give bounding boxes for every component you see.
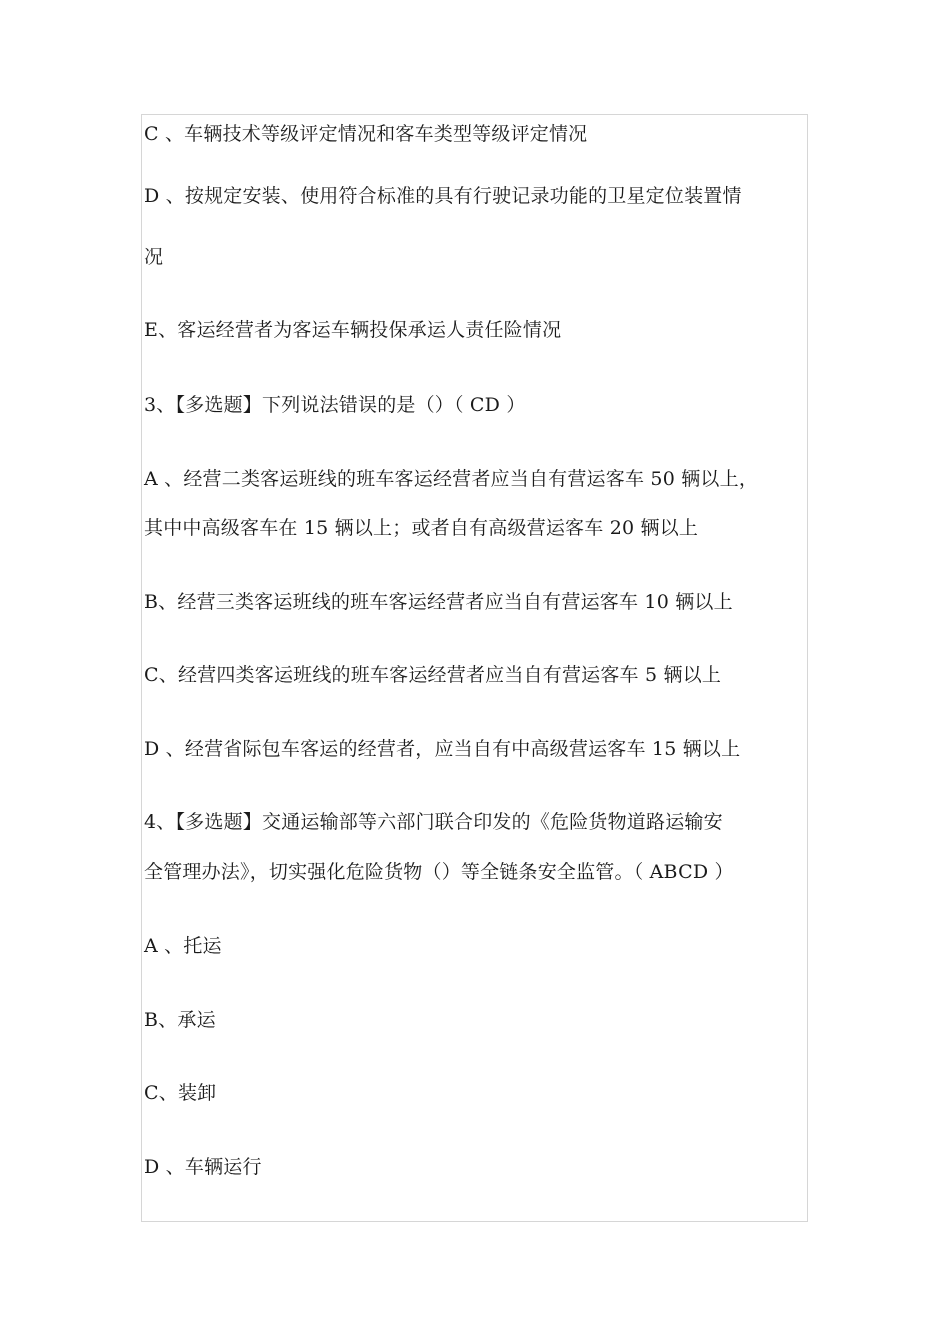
q4-option-c-line: C、装卸 <box>144 1082 217 1104</box>
option-c-line: C 、车辆技术等级评定情况和客车类型等级评定情况 <box>144 123 588 145</box>
q4-option-a-line: A 、托运 <box>144 935 222 957</box>
q3-option-b-line: B、经营三类客运班线的班车客运经营者应当自有营运客车 10 辆以上 <box>144 591 733 613</box>
q3-option-c-line: C、经营四类客运班线的班车客运经营者应当自有营运客车 5 辆以上 <box>144 664 722 686</box>
q4-option-d-line: D 、车辆运行 <box>144 1156 262 1178</box>
question-3-line: 3、【多选题】下列说法错误的是（）（ CD ） <box>144 394 526 416</box>
question-4-line-cont: 全管理办法》，切实强化危险货物（）等全链条安全监管。（ ABCD ） <box>144 861 734 883</box>
q3-option-a-line-cont: 其中中高级客车在 15 辆以上；或者自有高级营运客车 20 辆以上 <box>144 517 699 539</box>
option-e-line: E、客运经营者为客运车辆投保承运人责任险情况 <box>144 319 562 341</box>
option-d-line: D 、按规定安装、使用符合标准的具有行驶记录功能的卫星定位装置情 <box>144 185 742 207</box>
q3-option-d-line: D 、经营省际包车客运的经营者，应当自有中高级营运客车 15 辆以上 <box>144 738 741 760</box>
option-d-line-cont: 况 <box>144 246 164 268</box>
q4-option-b-line: B、承运 <box>144 1009 216 1031</box>
question-4-line: 4、【多选题】交通运输部等六部门联合印发的《危险货物道路运输安 <box>144 811 723 833</box>
q3-option-a-line: A 、经营二类客运班线的班车客运经营者应当自有营运客车 50 辆以上， <box>144 468 759 490</box>
